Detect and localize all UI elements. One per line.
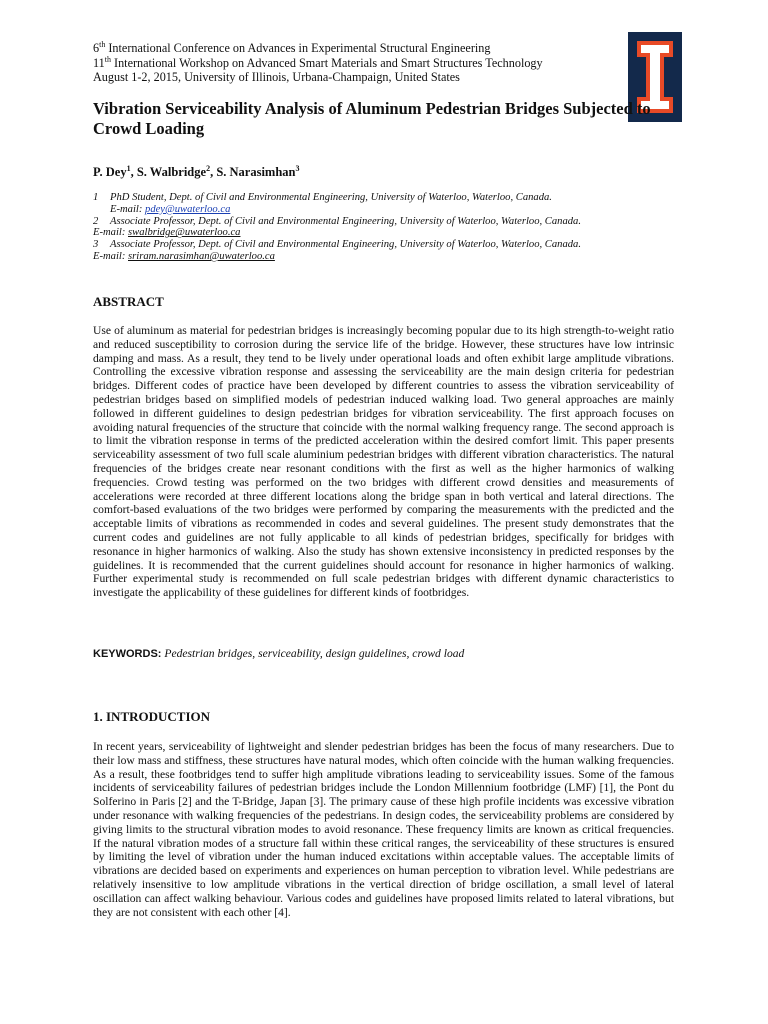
affiliation-1: 1 PhD Student, Dept. of Civil and Environmental Engineering, University of Waterloo, Waterloo, Canada. (93, 192, 552, 203)
abstract-heading: ABSTRACT (93, 294, 164, 309)
email-link-3[interactable]: sriram.narasimhan@uwaterloo.ca (128, 250, 275, 262)
conference-header (93, 41, 543, 85)
affiliation-2: 2 Associate Professor, Dept. of Civil and Environmental Engineering, University of Waterloo, Waterloo, Canada. (93, 215, 581, 227)
conference-line-1: 6th International Conference on Advances in Experimental Structural Engineering (93, 39, 491, 55)
introduction-heading: 1. INTRODUCTION (93, 709, 211, 724)
paper-title: Vibration Serviceability Analysis of Aluminum Pedestrian Bridges Subjected to Crowd Loading (93, 99, 651, 138)
author-2: S. Walbridge$^2$, (136, 163, 217, 179)
keywords-label: KEYWORDS: (93, 648, 162, 660)
affiliations (93, 192, 693, 263)
affiliation-3: 3 Associate Professor, Dept. of Civil and Environmental Engineering, University of Waterloo, Waterloo, Canada. (93, 239, 581, 251)
abstract-text: Use of aluminum as material for pedestrian bridges is increasingly becoming popular due to its high strength-to-weight ratio and reduced susceptibility to corrosion during the service life of the bridge. However, these structures have low intrinsic damping and mass. As a result, they tend to be lively under operational loads and often exhibit large amplitude vibrations. Controlling the excessive vibration response and assessing the serviceability are the main design criteria for pedestrian bridges. Different codes of practice have been developed by different countries to assess the vibration serviceability of pedestrian bridges based on simplified models of pedestrian induced walking load. Two general approaches are mainly followed in different guidelines to design pedestrian bridges for vibration serviceability. The first approach focuses on avoiding natural frequencies of the structure that coincide with the normal walking frequency range. The second approach is to limit the vibration response in terms of the predicted acceleration within the desired comfort limit. This paper presents serviceability assessment of two full scale aluminium pedestrian bridges with different vibration characteristics. The natural frequencies of the bridges create near resonant conditions with the first as well as the higher harmonics of walking frequencies. Crowd testing was performed on the two bridges with different crowd densities and measurements of accelerations were recorded at three different locations along the bridge span in both vertical and lateral directions. The comfort-based evaluations of the two bridges were performed by comparing the measurements with the predicted and the acceptable limits of vibrations as recommended in codes and several guidelines. The present study demonstrates that the current codes and guidelines are not fully applicable to all kinds of pedestrian bridges, specifically for bridges with resonance in higher harmonics of walking. Also the study has shown extensive inconsistency in predicted responses by the guidelines. It is recommended that the current guidelines should account for resonance in higher harmonics of walking. Further experimental study is recommended on full scale pedestrian bridges with different dynamic characteristics to investigate the applicability of these guidelines for different kinds of footbridges. (93, 324, 674, 600)
author-list (93, 165, 300, 180)
conference-line-2: 11th International Workshop on Advanced Smart Materials and Smart Structures Technology (93, 54, 543, 70)
affiliation-1-email: E-mail: pdey@uwaterloo.ca (110, 203, 231, 215)
affiliation-2-email: E-mail: swalbridge@uwaterloo.ca (93, 227, 241, 239)
keywords (93, 647, 464, 660)
author-1: P. Dey$^1$, (93, 163, 137, 179)
keywords-text: Pedestrian bridges, serviceability, design guidelines, crowd load (164, 647, 465, 660)
introduction-text: In recent years, serviceability of lightweight and slender pedestrian bridges has been the focus of many researchers. Due to their low mass and stiffness, these structures have natural modes, which often coincide with the human walking frequencies. As a result, these footbridges tend to suffer high amplitude vibrations leading to serviceability issues. Some of the famous incidents of serviceability failures of pedestrian bridges include the London Millennium footbridge (LMF) [1], the Pont du Solferino in Paris [2] and the T-Bridge, Japan [3]. The primary cause of these high profile incidents was excessive vibration under resonance with walking frequencies of the pedestrians. In design codes, the serviceability problems are considered by giving limits to the structural vibration modes to avoid resonance. These frequency limits are known as critical frequencies. If the natural vibration modes of a structure fall within these critical ranges, the serviceability of these structures is ensured by limiting the level of vibration under the human induced excitations within acceptable values. The acceptable limits of vibrations are decided based on experiments and experiences on human perception to vibration level. While pedestrians are relatively insensitive to low amplitude vibrations in the vertical direction of bridge oscillation, a small level of lateral oscillation can affect walking behaviour. Various codes and guidelines have proposed limits related to lateral vibrations, but they are not consistent with each other [4]. (93, 740, 674, 919)
author-3: S. Narasimhan$^3$ (216, 163, 300, 179)
email-link-2[interactable]: swalbridge@uwaterloo.ca (128, 227, 241, 239)
email-link-1[interactable]: pdey@uwaterloo.ca (145, 203, 231, 215)
conference-line-3: August 1-2, 2015, University of Illinois, Urbana-Champaign, United States (93, 70, 460, 84)
affiliation-3-email: E-mail: sriram.narasimhan@uwaterloo.ca (93, 250, 275, 262)
